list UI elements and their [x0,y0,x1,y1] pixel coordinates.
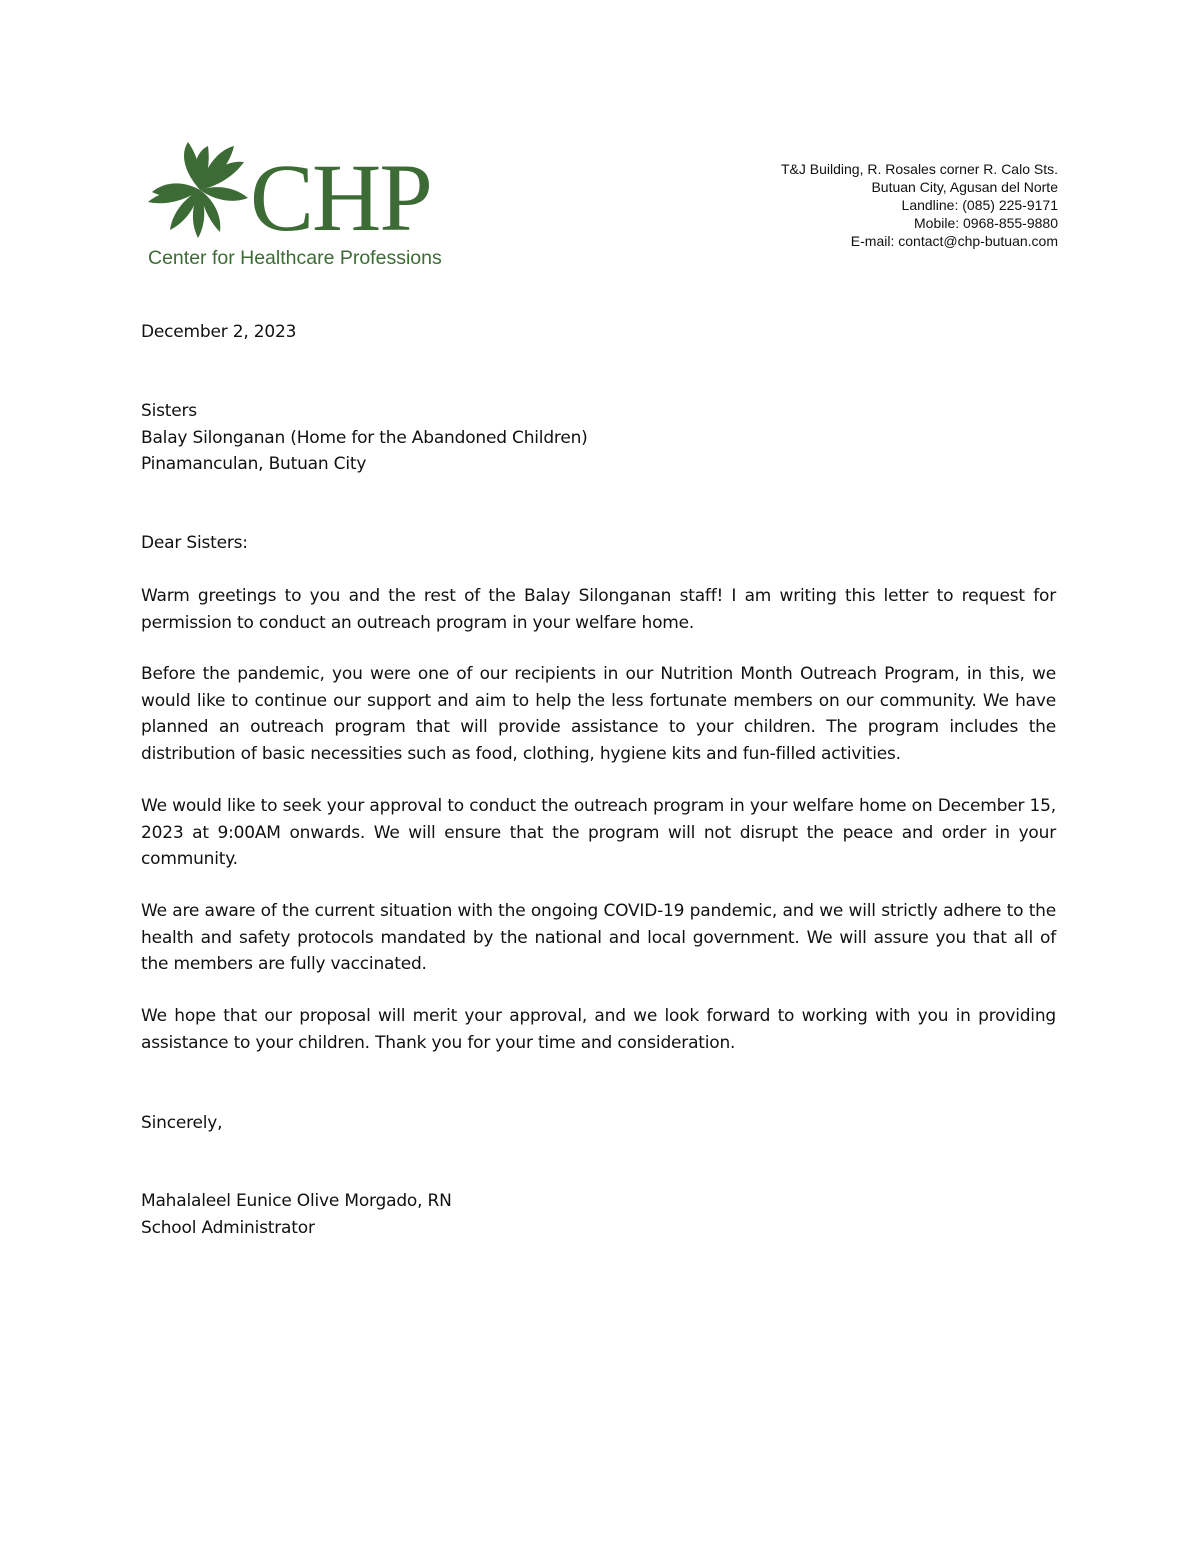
recipient-line: Sisters [141,401,197,421]
palm-leaf-icon [140,140,470,270]
address-line: Mobile: 0968-855-9880 [914,215,1058,231]
signatory-name: Mahalaleel Eunice Olive Morgado, RN [141,1191,452,1211]
address-line: Landline: (085) 225-9171 [901,197,1058,213]
address-line: T&J Building, R. Rosales corner R. Calo Sts. [781,161,1058,177]
signature-block [141,1188,1056,1241]
letter-date: December 2, 2023 [141,322,297,342]
chp-logo [140,140,470,270]
body-paragraph: We would like to seek your approval to conduct the outreach program in your welfare home on December 15, 2023 at 9:00AM onwards. We will ensure that the program will not disrupt the peace and order in your community. [141,796,1056,869]
address-line: Butuan City, Agusan del Norte [871,179,1058,195]
letterhead-address [781,160,1058,250]
logo-tagline: Center for Healthcare Professions [148,247,442,269]
signatory-title: School Administrator [141,1217,315,1238]
closing: Sincerely, [141,1113,223,1133]
recipient-block [141,398,1056,478]
recipient-line: Pinamanculan, Butuan City [141,454,367,474]
body-paragraph: We hope that our proposal will merit your approval, and we look forward to working with you in providing assistance to your children. Thank you for your time and consideration. [141,1006,1056,1053]
body-paragraph: Before the pandemic, you were one of our recipients in our Nutrition Month Outreach Program, in this, we would like to continue our support and aim to help the less fortunate members on our community. We have planned an outreach program that will provide assistance to your children. The program includes the distribution of basic necessities such as food, clothing, hygiene kits and fun-filled activities. [141,664,1056,764]
body-paragraph: We are aware of the current situation with the ongoing COVID-19 pandemic, and we will strictly adhere to the health and safety protocols mandated by the national and local government. We will assure you that all of the members are fully vaccinated. [141,901,1056,974]
body-paragraph: Warm greetings to you and the rest of the Balay Silonganan staff! I am writing this letter to request for permission to conduct an outreach program in your welfare home. [141,586,1056,633]
recipient-line: Balay Silonganan (Home for the Abandoned Children) [141,427,588,448]
logo-wordmark: CHP [250,144,431,251]
salutation: Dear Sisters: [141,533,248,553]
address-line: E-mail: contact@chp-butuan.com [850,233,1058,249]
